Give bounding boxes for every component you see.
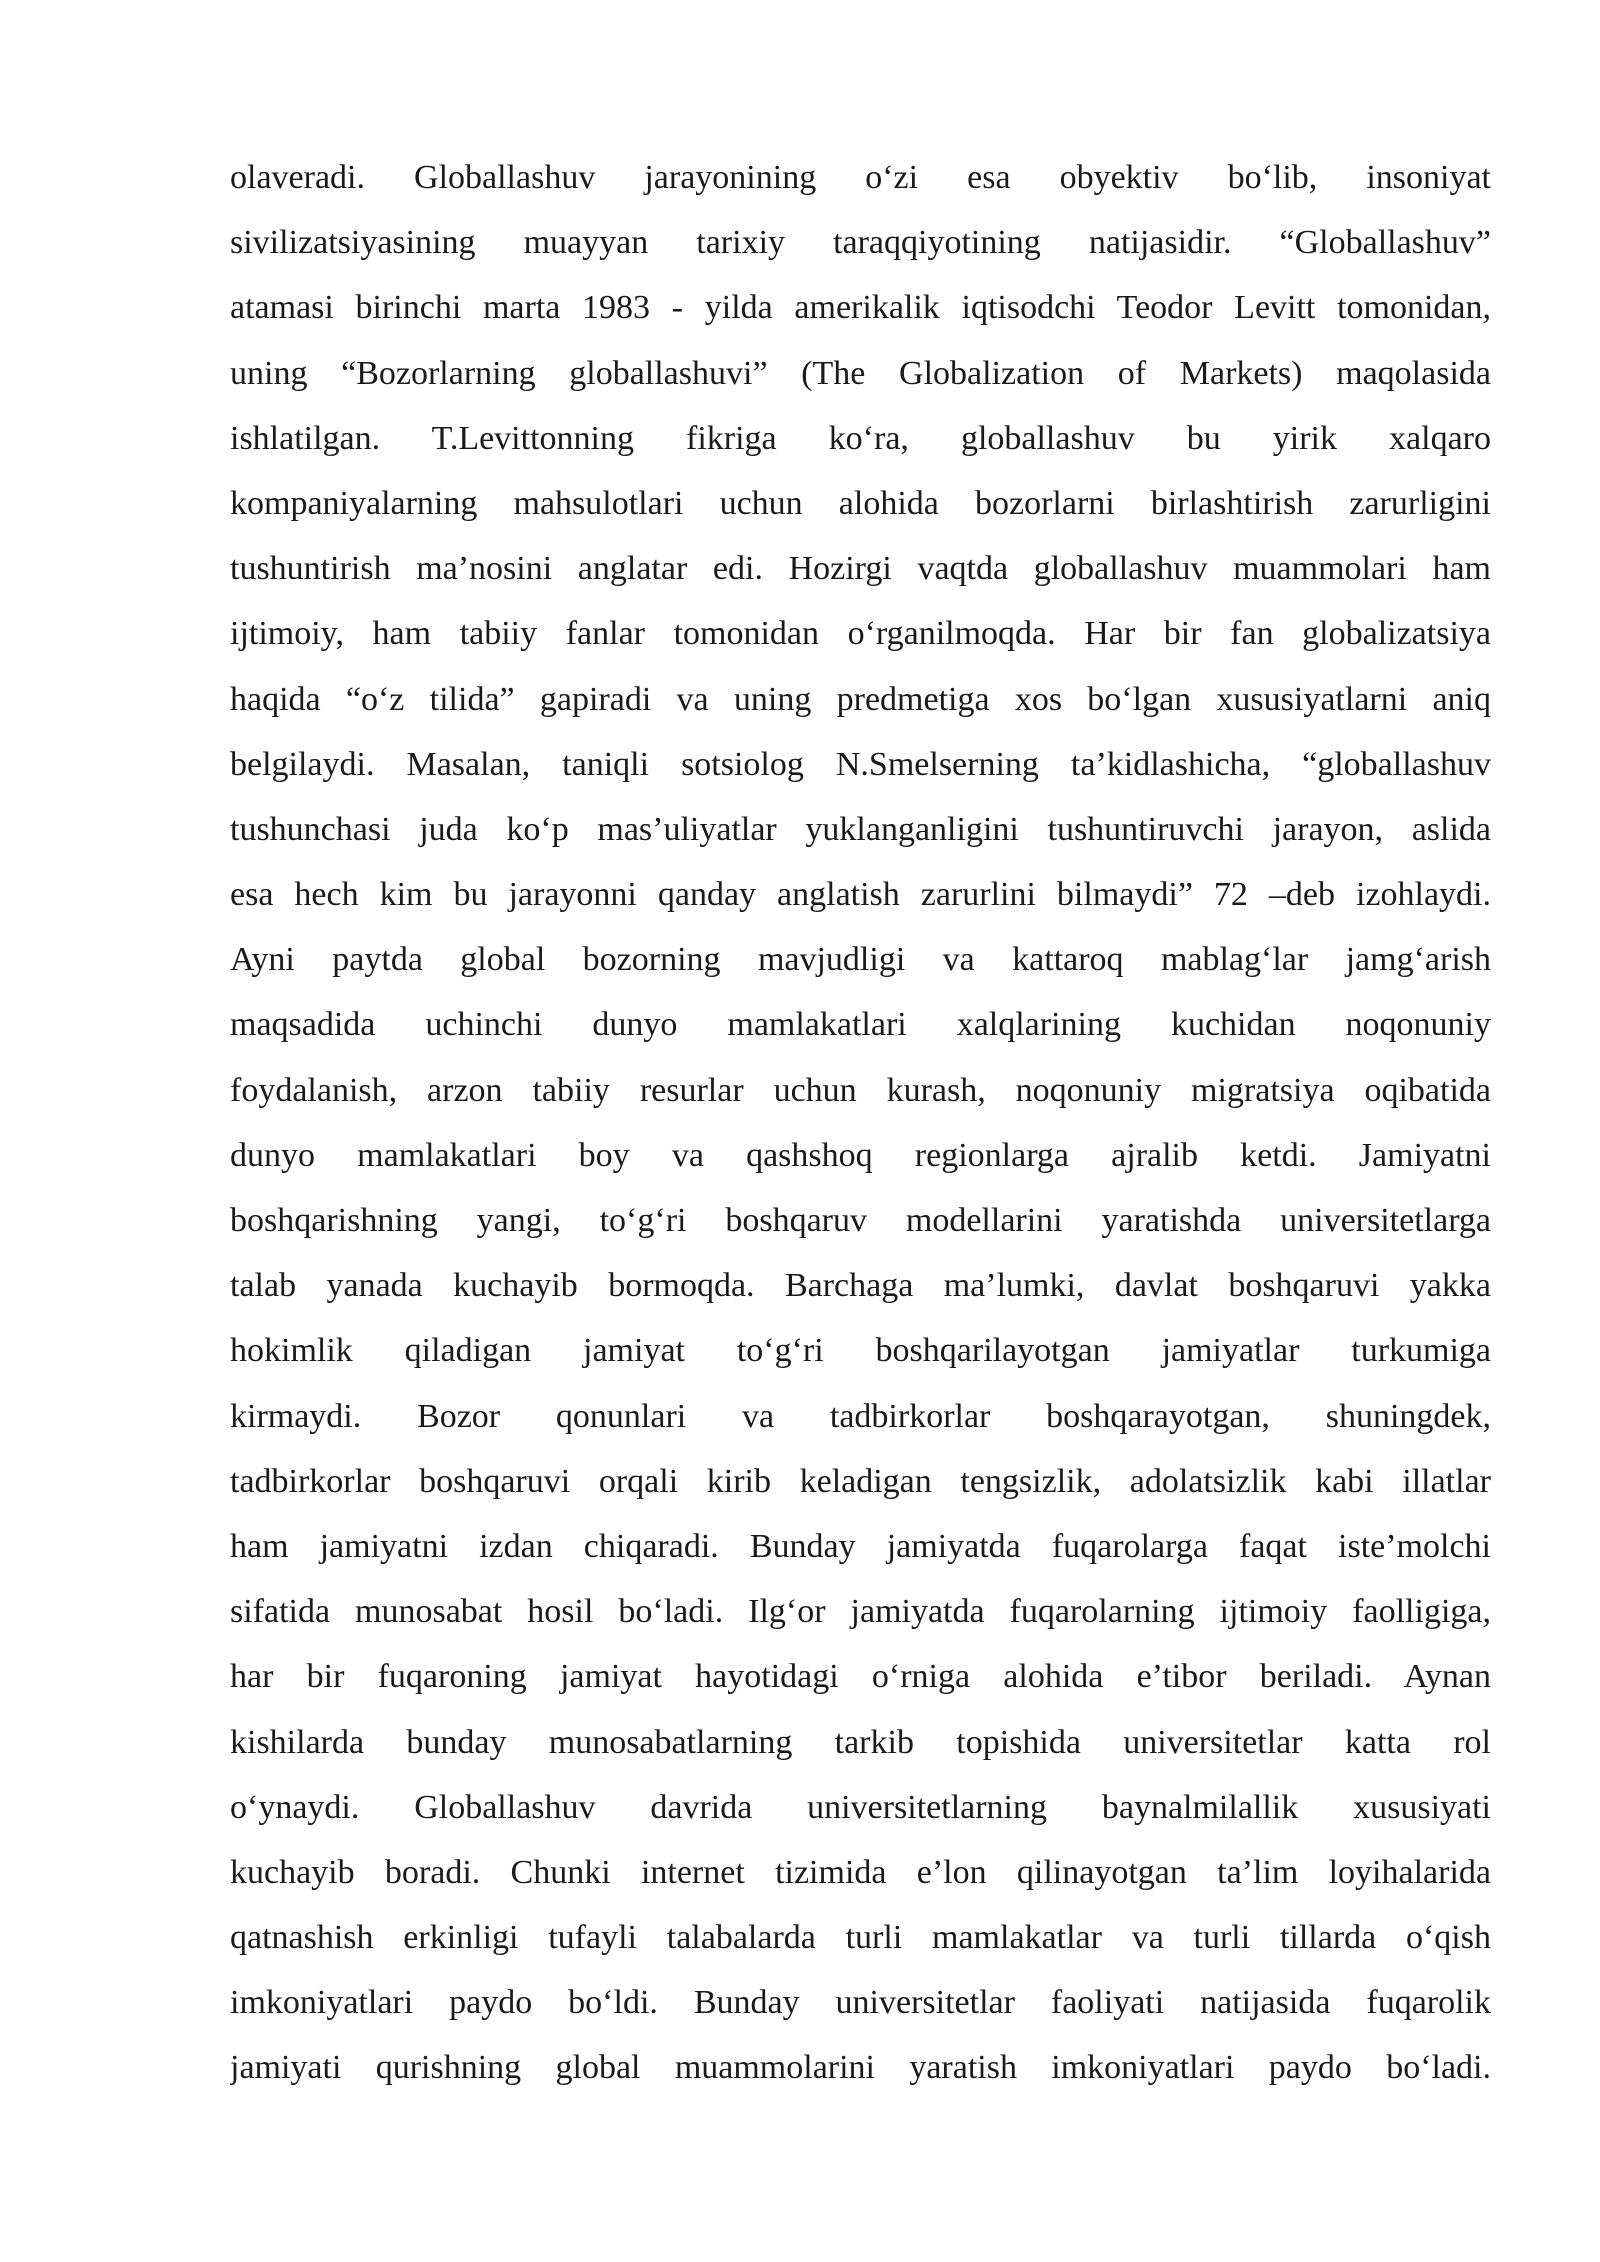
text-line: imkoniyatlari paydo bo‘ldi. Bunday universitetlar faoliyati natijasida fuqarolik	[230, 1984, 1491, 2022]
body-paragraph	[230, 145, 1491, 2101]
text-line: dunyo mamlakatlari boy va qashshoq regionlarga ajralib ketdi. Jamiyatni	[230, 1136, 1491, 1174]
text-line: ishlatilgan. T.Levittonning fikriga ko‘ra, globallashuv bu yirik xalqaro	[230, 419, 1491, 457]
text-line: atamasi birinchi marta 1983 - yilda amerikalik iqtisodchi Teodor Levitt tomonidan,	[230, 289, 1491, 327]
text-line: maqsadida uchinchi dunyo mamlakatlari xalqlarining kuchidan noqonuniy	[230, 1006, 1491, 1044]
text-line: kishilarda bunday munosabatlarning tarkib topishida universitetlar katta rol	[230, 1723, 1491, 1761]
text-line: Ayni paytda global bozorning mavjudligi va kattaroq mablag‘lar jamg‘arish	[230, 941, 1491, 979]
text-line: kuchayib boradi. Chunki internet tizimida e’lon qilinayotgan ta’lim loyihalarida	[230, 1853, 1491, 1891]
text-line: olaveradi. Globallashuv jarayonining o‘zi esa obyektiv bo‘lib, insoniyat	[230, 159, 1491, 196]
text-line: har bir fuqaroning jamiyat hayotidagi o‘rniga alohida e’tibor beriladi. Aynan	[230, 1658, 1491, 1696]
text-line: uning “Bozorlarning globallashuvi” (The Globalization of Markets) maqolasida	[230, 354, 1491, 392]
text-line: o‘ynaydi. Globallashuv davrida universitetlarning baynalmilallik xususiyati	[230, 1788, 1491, 1826]
text-line: sivilizatsiyasining muayyan tarixiy taraqqiyotining natijasidir. “Globallashuv”	[230, 224, 1491, 262]
text-line: sifatida munosabat hosil bo‘ladi. Ilg‘or jamiyatda fuqarolarning ijtimoiy faolligiga,	[230, 1593, 1491, 1631]
text-line: esa hech kim bu jarayonni qanday anglatish zarurlini bilmaydi” 72 –deb izohlaydi.	[230, 876, 1491, 914]
text-line: boshqarishning yangi, to‘g‘ri boshqaruv modellarini yaratishda universitetlarga	[230, 1202, 1491, 1239]
text-line: kompaniyalarning mahsulotlari uchun alohida bozorlarni birlashtirish zarurligini	[230, 484, 1491, 522]
text-line: tushuntirish ma’nosini anglatar edi. Hozirgi vaqtda globallashuv muammolari ham	[230, 550, 1491, 588]
text-line: hokimlik qiladigan jamiyat to‘g‘ri boshqarilayotgan jamiyatlar turkumiga	[230, 1332, 1491, 1370]
text-line: haqida “o‘z tilida” gapiradi va uning predmetiga xos bo‘lgan xususiyatlarni aniq	[230, 680, 1491, 718]
text-line: ham jamiyatni izdan chiqaradi. Bunday jamiyatda fuqarolarga faqat iste’molchi	[230, 1527, 1491, 1565]
text-line: jamiyati qurishning global muammolarini yaratish imkoniyatlari paydo bo‘ladi.	[230, 2049, 1491, 2087]
text-line: foydalanish, arzon tabiiy resurlar uchun kurash, noqonuniy migratsiya oqibatida	[230, 1071, 1491, 1109]
text-line: tushunchasi juda ko‘p mas’uliyatlar yuklanganligini tushuntiruvchi jarayon, aslida	[230, 810, 1491, 848]
text-line: qatnashish erkinligi tufayli talabalarda turli mamlakatlar va turli tillarda o‘qish	[230, 1919, 1491, 1957]
text-line: tadbirkorlar boshqaruvi orqali kirib keladigan tengsizlik, adolatsizlik kabi illatlar	[230, 1462, 1491, 1500]
text-line: talab yanada kuchayib bormoqda. Barchaga ma’lumki, davlat boshqaruvi yakka	[230, 1267, 1491, 1305]
text-line: ijtimoiy, ham tabiiy fanlar tomonidan o‘rganilmoqda. Har bir fan globalizatsiya	[230, 615, 1491, 653]
text-line: belgilaydi. Masalan, taniqli sotsiolog N.Smelserning ta’kidlashicha, “globallashuv	[230, 745, 1491, 783]
text-line: kirmaydi. Bozor qonunlari va tadbirkorlar boshqarayotgan, shuningdek,	[230, 1397, 1491, 1435]
